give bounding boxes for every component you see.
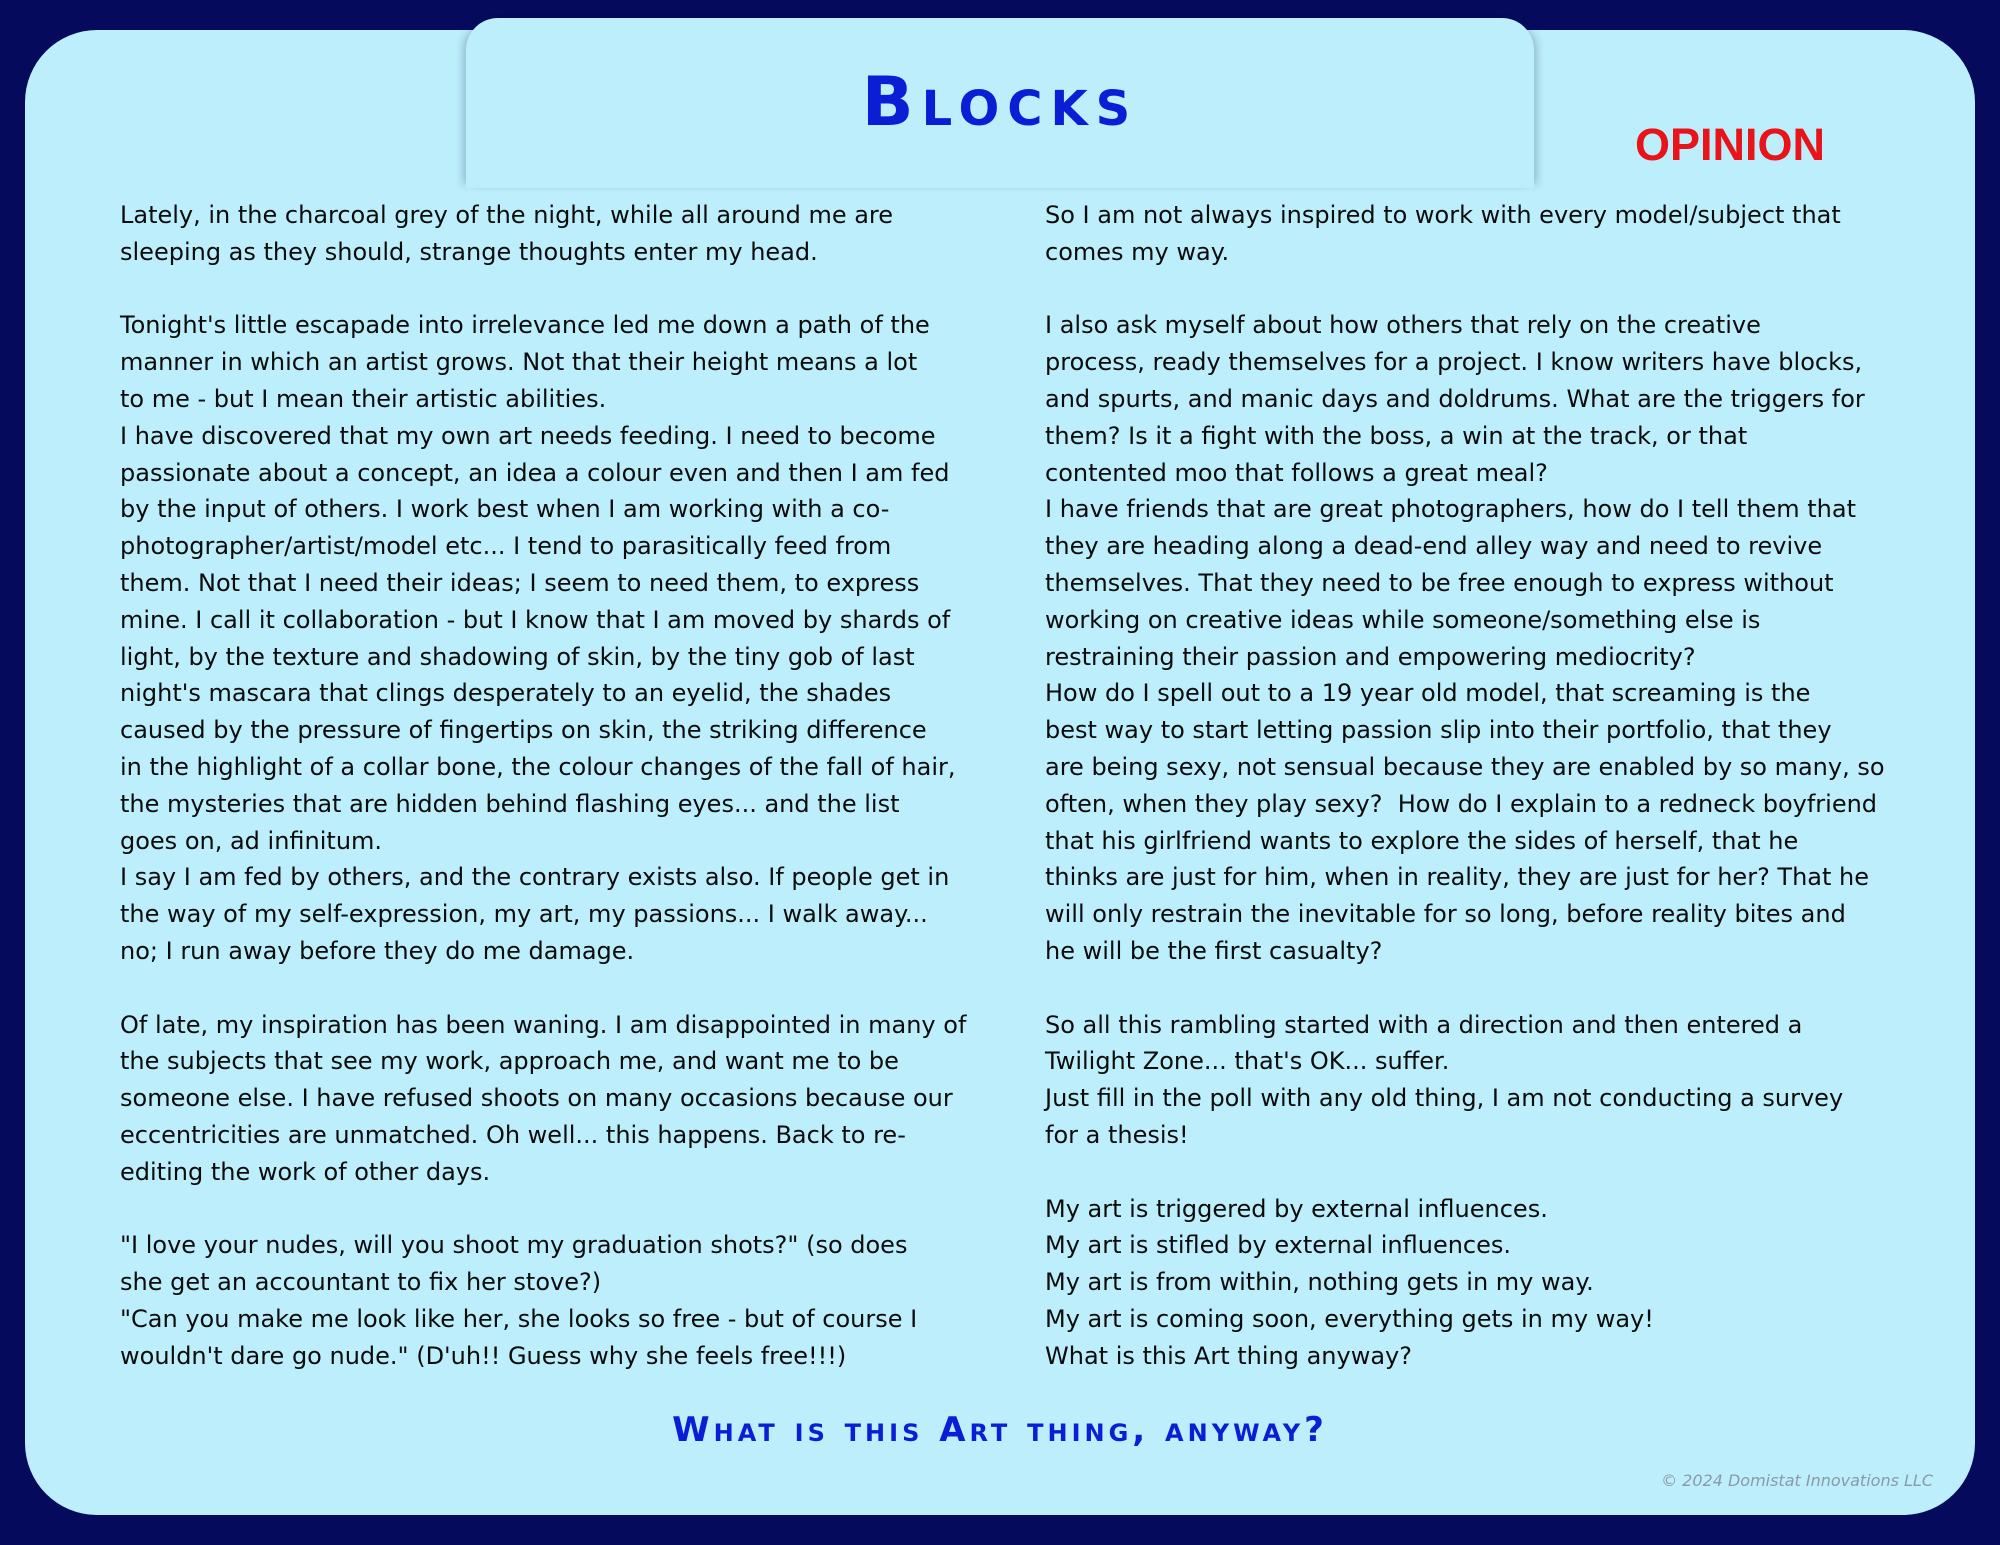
page-title: Blocks xyxy=(861,63,1139,142)
closing-tagline: What is this Art thing, anyway? xyxy=(672,1410,1328,1450)
copyright-notice: © 2024 Domistat Innovations LLC xyxy=(1661,1471,1933,1490)
article-left-column: Lately, in the charcoal grey of the night, while all around me are sleeping as they should, strange thoughts enter my head. Tonight's little escapade into irrelevance led me down a path of the manner in which an artist grows. Not that their height means a lot to me - but I mean their artistic abilities. I have discovered that my own art needs feeding. I need to become passionate about a concept, an idea a colour even and then I am fed by the input of others. I work best when I am working with a co- photographer/artist/model etc... I tend to parasitically feed from them. Not that I need their ideas; I seem to need them, to express mine. I call it collaboration - but I know that I am moved by shards of light, by the texture and shadowing of skin, by the tiny gob of last night's mascara that clings desperately to an eyelid, the shades caused by the pressure of fingertips on skin, the striking difference in the highlight of a collar bone, the colour changes of the fall of hair, the mysteries that are hidden behind flashing eyes... and the list goes on, ad infinitum. I say I am fed by others, and the contrary exists also. If people get in the way of my self-expression, my art, my passions... I walk away... no; I run away before they do me damage. Of late, my inspiration has been waning. I am disappointed in many of the subjects that see my work, approach me, and want me to be someone else. I have refused shoots on many occasions because our eccentricities are unmatched. Oh well... this happens. Back to re- editing the work of other days. "I love your nudes, will you shoot my graduation shots?" (so does she get an accountant to fix her stove?) "Can you make me look like her, she looks so free - but of course I wouldn't dare go nude." (D'uh!! Guess why she feels free!!!) xyxy=(120,201,967,1370)
article-right-column: So I am not always inspired to work with every model/subject that comes my way. I also ask myself about how others that rely on the creative process, ready themselves for a project. I know writers have blocks, and spurts, and manic days and doldrums. What are the triggers for them? Is it a fight with the boss, a win at the track, or that contented moo that follows a great meal? I have friends that are great photographers, how do I tell them that they are heading along a dead-end alley way and need to revive themselves. That they need to be free enough to express without working on creative ideas while someone/something else is restraining their passion and empowering mediocrity? How do I spell out to a 19 year old model, that screaming is the best way to start letting passion slip into their portfolio, that they are being sexy, not sensual because they are enabled by so many, so often, when they play sexy? How do I explain to a redneck boyfriend that his girlfriend wants to explore the sides of herself, that he thinks are just for him, when in reality, they are just for her? That he will only restrain the inevitable for so long, before reality bites and he will be the first casualty? So all this rambling started with a direction and then entered a Twilight Zone... that's OK... suffer. Just fill in the poll with any old thing, I am not conducting a survey for a thesis! My art is triggered by external influences. My art is stifled by external influences. My art is from within, nothing gets in my way. My art is coming soon, everything gets in my way! What is this Art thing anyway? xyxy=(1045,201,1885,1370)
category-label: OPINION xyxy=(1634,119,1826,170)
